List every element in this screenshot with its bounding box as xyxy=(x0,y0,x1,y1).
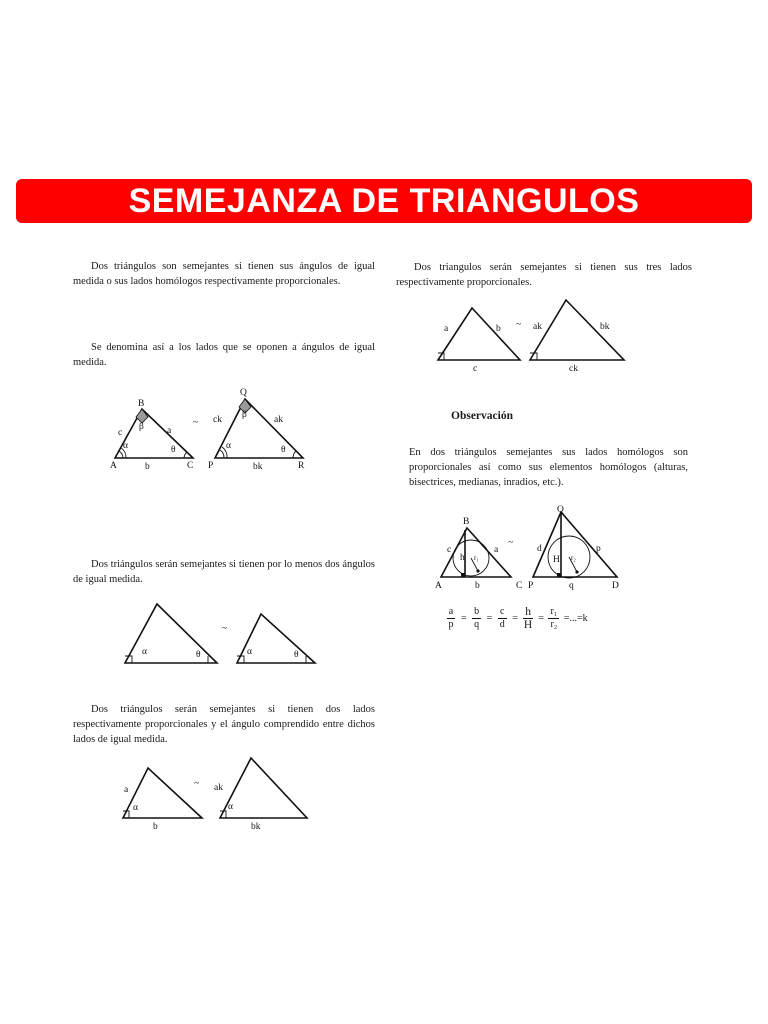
vertex-R: R xyxy=(298,461,305,471)
angle-alpha-label: α xyxy=(142,647,147,657)
left-paragraph-4: Dos triángulos serán semejantes si tienen dos lados respectivamente proporcionales y el ángulo comprendido entre dichos lados de igual medida. xyxy=(73,704,375,745)
inradius-label-r2: r₂ xyxy=(571,554,576,562)
angle-beta-label-2: β xyxy=(242,410,247,420)
vertex-A: A xyxy=(110,461,117,471)
vertex-D: D xyxy=(612,581,619,591)
angle-alpha-arc-3 xyxy=(220,450,224,458)
ratio-den: H xyxy=(523,619,533,631)
ratio-num: c xyxy=(500,606,505,617)
ratio-num: a xyxy=(448,606,454,617)
inradius-label-r1: r₁ xyxy=(474,554,479,562)
vertex-C: C xyxy=(187,461,194,471)
angle-theta-arc xyxy=(184,452,187,458)
similarity-symbol: ~ xyxy=(508,538,514,548)
page-title: SEMEJANZA DE TRIANGULOS xyxy=(128,181,640,220)
observation-heading: Observación xyxy=(451,410,513,422)
angle-alpha-label-2: α xyxy=(228,802,233,812)
ratio-den: p xyxy=(448,619,454,630)
triangle-left xyxy=(125,604,217,663)
triangle-scaled xyxy=(530,300,624,360)
left-paragraph-2: Se denomina así a los lados que se oponen a ángulos de igual medida. xyxy=(73,342,375,368)
ratio-b-q xyxy=(471,606,483,631)
side-a: a xyxy=(494,545,499,555)
side-a: a xyxy=(444,324,449,334)
vertex-Q: Q xyxy=(240,388,247,398)
similarity-symbol: ~ xyxy=(516,320,522,330)
height-label-H: H xyxy=(553,555,560,565)
left-paragraph-3: Dos triángulos serán semejantes si tienen por lo menos dos ángulos de igual medida. xyxy=(73,559,375,585)
angle-alpha-label-2: α xyxy=(247,647,252,657)
ratio-c-d xyxy=(496,606,508,631)
triangle-pqd xyxy=(533,512,617,577)
right-paragraph-1: Dos triangulos serán semejantes si tienen sus tres lados respectivamente proporcionales. xyxy=(396,262,692,288)
angle-beta-label: β xyxy=(139,422,144,432)
triangle-abc xyxy=(438,308,520,360)
ratio-num: r₁ xyxy=(550,606,558,617)
ratio-h-H xyxy=(522,606,534,631)
height-label-h: h xyxy=(460,553,465,563)
angle-alpha-arc xyxy=(119,451,123,458)
side-a: a xyxy=(167,426,172,436)
angle-theta-label: θ xyxy=(171,445,176,455)
side-b: b xyxy=(475,581,480,591)
side-a: a xyxy=(124,785,129,795)
inradius-end-2 xyxy=(575,570,578,573)
side-ck: ck xyxy=(569,364,578,374)
angle-theta-label-2: θ xyxy=(281,445,286,455)
vertex-B: B xyxy=(138,399,145,409)
ratio-num: h xyxy=(525,606,531,618)
equals-sign: = xyxy=(512,613,518,624)
side-ak: ak xyxy=(214,783,223,793)
similarity-symbol: ~ xyxy=(222,624,228,634)
similar-triangles-figure-2 xyxy=(120,598,320,668)
side-c: c xyxy=(118,428,123,438)
angle-theta-label-2: θ xyxy=(294,650,299,660)
side-ck: ck xyxy=(213,415,222,425)
side-q: q xyxy=(569,581,574,591)
vertex-C: C xyxy=(516,581,523,591)
vertex-P: P xyxy=(208,461,214,471)
equals-sign: = xyxy=(461,613,467,624)
ratio-num: b xyxy=(474,606,480,617)
ratio-den: d xyxy=(499,619,505,630)
angle-beta-fill xyxy=(136,409,148,423)
similarity-symbol: ~ xyxy=(193,418,199,428)
side-p: p xyxy=(596,544,601,554)
side-b: b xyxy=(496,324,501,334)
side-bk: bk xyxy=(253,462,263,472)
similar-triangles-figure-3 xyxy=(118,752,318,832)
angle-theta-arc-2 xyxy=(293,451,296,458)
angle-alpha-label-2: α xyxy=(226,441,231,451)
vertex-Q: Q xyxy=(557,505,564,515)
ratio-r1-r2 xyxy=(548,606,560,631)
side-ak: ak xyxy=(274,415,283,425)
proportionality-formula xyxy=(445,606,592,631)
side-bk: bk xyxy=(251,822,261,832)
similar-triangles-elements-figure xyxy=(433,502,633,592)
side-ak: ak xyxy=(533,322,542,332)
formula-tail: =...=k xyxy=(563,613,588,624)
triangle-abc xyxy=(441,528,514,577)
side-bk: bk xyxy=(600,322,610,332)
side-d: d xyxy=(537,544,542,554)
inradius-end xyxy=(476,569,479,572)
side-b: b xyxy=(153,822,158,832)
similar-triangles-figure-4 xyxy=(432,294,632,374)
left-paragraph-1: Dos triángulos son semejantes si tienen sus ángulos de igual medida o sus lados homólogos respectivamente proporcionales. xyxy=(73,261,375,287)
triangle-right xyxy=(220,758,307,818)
similar-triangles-figure-1 xyxy=(105,385,320,475)
side-c: c xyxy=(473,364,478,374)
side-c: c xyxy=(447,545,452,555)
vertex-P: P xyxy=(528,581,534,591)
ratio-den: r₂ xyxy=(550,619,558,630)
angle-alpha-label: α xyxy=(123,441,128,451)
side-b: b xyxy=(145,462,150,472)
equals-sign: = xyxy=(538,613,544,624)
angle-theta-label: θ xyxy=(196,650,201,660)
equals-sign: = xyxy=(486,613,493,624)
similarity-symbol: ~ xyxy=(194,779,200,789)
ratio-den: q xyxy=(474,619,480,630)
angle-alpha-label: α xyxy=(133,803,138,813)
vertex-A: A xyxy=(435,581,442,591)
right-paragraph-2: En dos triángulos semejantes sus lados homólogos son proporcionales así como sus elementos homólogos (alturas, bisectrices, medianas, inradios, etc.). xyxy=(409,447,688,488)
vertex-B: B xyxy=(463,517,470,527)
ratio-a-p xyxy=(445,606,457,631)
title-banner xyxy=(16,179,752,223)
